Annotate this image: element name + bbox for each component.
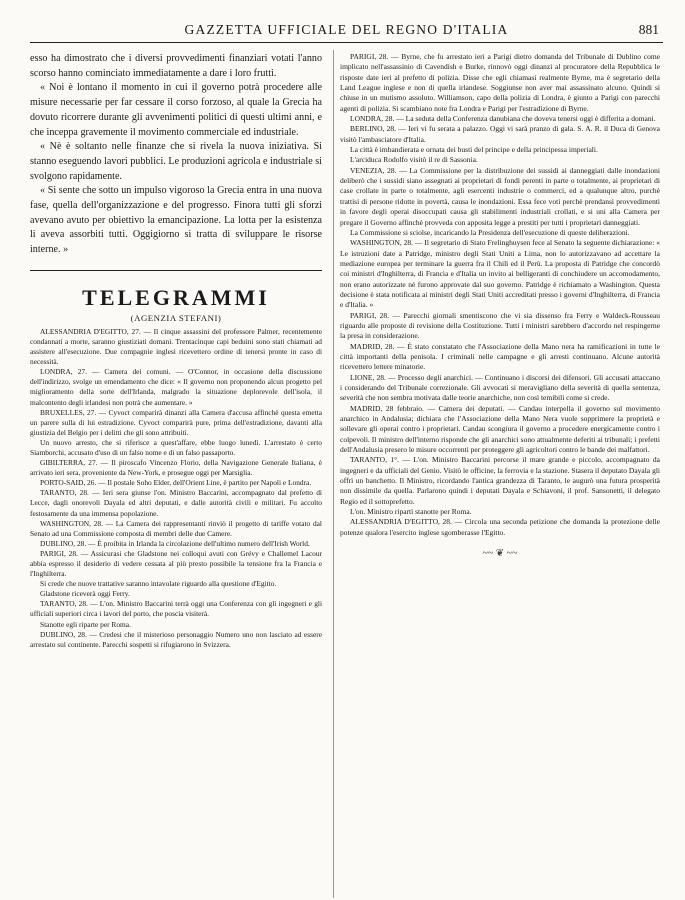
- dispatch: ALESSANDRIA D'EGITTO, 27. — Il cinque assassini del professore Palmer, recentemente condannati a morte, saranno giustiziati domani. Trentacinque capi beduini sono stati chiamati ad assistere all'esecuzione. Due compagnie inglesi ricevettero ordine di tenersi pronte in caso di necessità.: [30, 326, 322, 367]
- dispatch: TARANTO, 1°. — L'on. Ministro Baccarini percorse il mare grande e piccolo, accompagnato da ingegneri e da ufficiali del Genio. Visitò le officine, la ferrovia e la stazione. Stasera il deputato Dayala gli offrì un banchetto. Il Ministro, ricordando l'antica grandezza di Taranto, le augurò una futura prosperità non dissimile da quella. Parlarono quindi i deputati Dayala e Schiavoni, il prof. Sansonetti, il delegato Regio ed il sottoprefetto.: [340, 455, 660, 506]
- newspaper-title: GAZZETTA UFFICIALE DEL REGNO D'ITALIA: [184, 22, 509, 37]
- dispatch: PORTO-SAID, 26. — Il postale Soho Elder, dell'Orient Line, è partito per Napoli e Londra.: [40, 478, 312, 488]
- dispatch: MADRID, 28. — È stato constatato che l'Associazione della Mano nera ha ramificazioni in tutte le città importanti della penisola. I criminali nelle campagne e gli arresti continuano. Alcune autorità ricevettero lettere minatorie.: [340, 341, 660, 372]
- dispatch: ALESSANDRIA D'EGITTO, 28. — Circola una seconda petizione che domanda la protezione delle potenze qualora l'esercito inglese sgomberasse l'Egitto.: [340, 517, 660, 537]
- dispatch: WASHINGTON, 28. — La Camera dei rappresentanti rinviò il progetto di tariffe votato dal Senato ad una Commissione composta di membri delle due Camere.: [30, 518, 322, 538]
- left-dispatch-list: [30, 327, 322, 650]
- dispatch: BRUXELLES, 27. — Cyvoct comparirà dinanzi alla Camera d'accusa affinchè questa emetta un parere sulla di lui estradizione. Cyvoct comparirà pure, prima dell'estradizione, davanti alla giustizia del Belgio per i delitti che gli sono attribuiti.: [30, 407, 322, 437]
- dispatch: La città è imbandierata e ornata dei busti del principe e della principessa imperiali.: [350, 145, 598, 155]
- dispatch: Gladstone riceverà oggi Ferry.: [40, 589, 130, 599]
- right-column: [340, 52, 660, 898]
- dispatch: L'arciduca Rodolfo visitò il re di Sassonia.: [350, 155, 478, 165]
- dispatch: TARANTO, 28. — Ieri sera giunse l'on. Ministro Baccarini, accompagnato dal prefetto di Lecce, dagli onorevoli Dayala ed altri deputati, e dalle autorità civili e militari. Fu accolto festosamente da una immensa popolazione.: [30, 488, 322, 518]
- dispatch: MADRID, 28 febbraio. — Camera dei deputati. — Candau interpella il governo sul movimento anarchico in Andalusia; dichiara che l'Associazione della Mano Nera vuole sopprimere la proprietà e sollevare gli operai contro i proprietari. Candau scongiura il governo a procedere energicamente contro i colpevoli. Il ministro dell'interno risponde che gli anarchici sono attualmente deferiti ai tribunali; i prefetti dell'Andalusia presero le misure occorrenti per proteggere gli agricoltori contro le bande dei malfattori.: [340, 403, 660, 455]
- column-divider: [333, 50, 334, 898]
- telegrams-subheading: (AGENZIA STEFANI): [130, 312, 222, 323]
- intro-paragraph: « Noi è lontano il momento in cui il governo potrà procedere alle misure necessarie per far cessare il corso forzoso, al quale la Grecia ha dovuto ricorrere durante gli avvenimenti politici di questi ultimi anni, e che inceppa gravemente il movimento commerciale ed industriale.: [30, 82, 322, 138]
- dispatch: BERLINO, 28. — Ieri vi fu serata a palazzo. Oggi vi sarà pranzo di gala. S. A. R. il Duca di Genova visitò l'ambasciatore d'Italia.: [340, 124, 660, 144]
- intro-paragraph: « Nè è soltanto nelle finanze che si rivela la nuova iniziativa. Si stanno eseguendo lavori pubblici. Le produzioni agricola e industriale si svolgono rapidamente.: [30, 141, 322, 182]
- intro-paragraph: esso ha dimostrato che i diversi provvedimenti finanziari votati l'anno scorso hanno cominciato immediatamente a dare i loro frutti.: [30, 53, 322, 79]
- dispatch: LONDRA, 28. — La seduta della Conferenza danubiana che doveva tenersi oggi è differita a domani.: [350, 114, 656, 124]
- dispatch: La Commissione si sciolse, incaricando la Presidenza dell'esecuzione di queste deliberazioni.: [350, 227, 630, 237]
- dispatch: PARIGI, 28. — Parecchi giornali smentiscono che vi sia dissenso fra Ferry e Waldeck-Rousseau riguardo alle proposte di revisione della Costituzione. Tutti i ministri sarebbero d'accordo nel respingerne la presa in considerazione.: [340, 310, 660, 341]
- left-column: [30, 52, 322, 898]
- dispatch: PARIGI, 28. — Byrne, che fu arrestato ieri a Parigi dietro domanda del Tribunale di Dublino come implicato nell'assassinio di Cavendish e Burke, rinnovò oggi dinanzi al procuratore della Repubblica le risposte date ieri al prefetto di polizia. Disse che egli chiamasi realmente Byrne, ma è segretario della Land League inglese e non di quella irlandese. Soggiunse non aver mai assassinato alcuno. Quindi si chiuse in un mutismo assoluto. Williamson, capo della polizia di Londra, è giunto a Parigi con parecchi agenti di polizia. Si scambiano note fra Londra e Parigi per l'estradizione di Byrne.: [340, 52, 660, 113]
- page-number: 881: [638, 22, 659, 37]
- dispatch: WASHINGTON, 28. — Il segretario di Stato Frelinghuysen fece al Senato la seguente dichiarazione: « Le istruzioni date a Patridge, ministro degli Stati Uniti a Lima, non lo autorizzavano ad accettare la mediazione europea per terminare la guerra fra il Chilì ed il Perù. La proposta di Patridge che concordò coi ministri d'Inghilterra, di Francia e d'Italia un invito ai belligeranti di conchiudere un accomodamento, non erano autorizzate nè furono approvate dal suo governo. Patridge è richiamato a Washington. Questa decisione è stata notificata ai ministri degli Stati Uniti accreditati presso i governi d'Inghilterra, di Francia e d'Italia. »: [340, 238, 660, 310]
- section-rule: [30, 270, 322, 271]
- dispatch: VENEZIA, 28. — La Commissione per la distribuzione dei sussidi ai danneggiati dalle inondazioni deliberò che i sussidi siano assegnati ai proprietari di fondi perenti in parte o totalmente, ai proprietari di case crollate in parte o totalmente, agli esercenti industrie o commerci, ed a qualunque altro, purchè trattisi di persone ridotte in povertà, causa le inondazioni. Essa fece voti perchè prendansi provvedimenti in favore degli operai disoccupati causa gli stabilimenti industriali crollati, e si uni alla Camera per pregare il Governo affinchè provveda con apposita legge a prestiti per tutti i proprietari danneggiati.: [340, 165, 660, 227]
- intro-paragraph: « Si sente che sotto un impulso vigoroso la Grecia entra in una nuova fase, quella dell'organizzazione e del progresso. Finora tutti gli sforzi avevano avuto per obiettivo la emancipazione. La lotta per la esistenza li aveva assorbiti tutti. Oggigiorno si tratta di sviluppare le risorse interne. »: [30, 185, 322, 256]
- telegrams-heading: TELEGRAMMI: [82, 284, 270, 310]
- dispatch: PARIGI, 28. — Assicurasi che Gladstone nei colloqui avuti con Grévy e Challemel Lacour abbia espresso il desiderio di vedere cessata al più presto possibile la tensione fra la Francia e l'Inghilterra.: [30, 548, 322, 579]
- dispatch: Stanotte egli riparte per Roma.: [40, 619, 131, 629]
- dispatch: DUBLINO, 28. — Credesi che il misterioso personaggio Numero uno non lasciato ad essere arrestato sul continente. Parecchi sospetti si rifugiarono in Svizzera.: [30, 629, 322, 649]
- dispatch: LONDRA, 27. — Camera dei comuni. — O'Connor, in occasione della discussione dell'indirizzo, svolge un emendamento che dice: « Il governo non proponendo alcun progetto pel miglioramento della sorte dell'Irlanda, malgrado la situazione deplorevole dell'isola, il malcontento degli irlandesi non potrà che aumentare. »: [30, 367, 322, 407]
- dispatch: TARANTO, 28. — L'on. Ministro Baccarini terrà oggi una Conferenza con gli ingegneri e gli ufficiali superiori circa i lavori del porto, che poscia visiterà.: [30, 599, 322, 619]
- dispatch: LIONE, 28. — Processo degli anarchici. — Continuano i discorsi dei difensori. Gli accusati attaccano i considerando del Tribunale correzionale. Gli avvocati si meravigliano della severità di quella sentenza, severità che non sembra motivata dalle teorie anarchiche, non così temibili come si crede.: [340, 372, 660, 403]
- dispatch: L'on. Ministro ripartì stanotte per Roma.: [350, 507, 472, 517]
- dispatch: Si crede che nuove trattative saranno intavolate riguardo alla questione d'Egitto.: [40, 579, 277, 589]
- dispatch: DUBLINO, 28. — È proibita in Irlanda la circolazione dell'ultimo numero dell'Irish World.: [40, 538, 310, 548]
- end-ornament: ~~ ❦ ~~: [482, 548, 518, 560]
- page-header: [30, 20, 663, 43]
- intro-article: [30, 52, 322, 258]
- dispatch: Un nuovo arresto, che si riferisce a quest'affare, ebbe luogo lunedì. L'arrestato è certo Siamborchi, accusato d'uso di un falso nome e di un falso passaporto.: [30, 437, 322, 457]
- dispatch: GIBILTERRA, 27. — Il piroscafo Vincenzo Florio, della Navigazione Generale Italiana, è arrivato ieri sera, proveniente da New-York, e prosegue oggi per Marsiglia.: [30, 458, 322, 478]
